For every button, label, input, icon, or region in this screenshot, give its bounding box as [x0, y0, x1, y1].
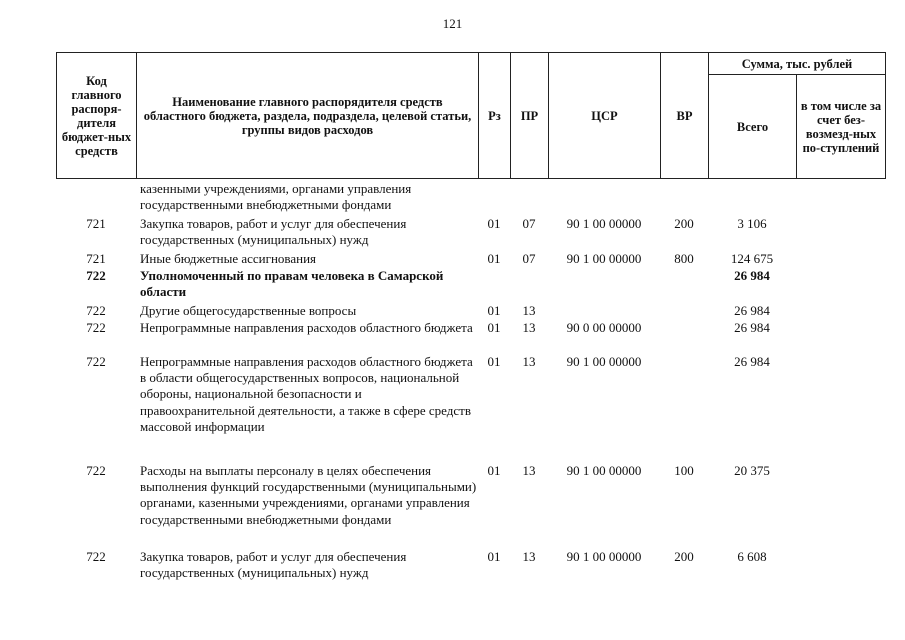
header-sum: Сумма, тыс. рублей: [709, 53, 886, 75]
row-vr: 800: [674, 251, 694, 266]
header-total: Всего: [709, 75, 797, 179]
row-total: 26 984: [734, 354, 770, 369]
table-body: [56, 181, 885, 584]
row-csr: 90 1 00 00000: [566, 216, 642, 231]
row-pr: 13: [522, 354, 536, 369]
header-csr: ЦСР: [549, 53, 661, 179]
row-code: 722: [86, 354, 106, 369]
row-name: Непрограммные направления расходов областного бюджета в области общегосударственных вопросов, национальной обороны, национальной безопасности и правоохранительной деятельности, а также в сфере средств массовой информации: [140, 354, 473, 434]
table-row: [56, 320, 885, 354]
row-pr: 13: [522, 549, 536, 564]
row-rz: 01: [487, 463, 501, 478]
row-csr: 90 1 00 00000: [566, 354, 642, 369]
row-rz: 01: [487, 216, 501, 231]
row-name: казенными учреждениями, органами управления государственными внебюджетными фондами: [140, 181, 412, 213]
page-number: 121: [442, 16, 463, 31]
row-code: 722: [86, 303, 106, 318]
header-vr: ВР: [661, 53, 709, 179]
row-pr: 13: [522, 463, 536, 478]
row-code: 722: [86, 463, 106, 478]
header-code: Код главного распоря-дителя бюджет-ных средств: [57, 53, 137, 179]
table-header: [56, 52, 886, 179]
table-row: [56, 181, 885, 216]
row-total: 26 984: [734, 303, 770, 318]
row-name: Закупка товаров, работ и услуг для обеспечения государственных (муниципальных) нужд: [140, 216, 407, 248]
row-csr: 90 1 00 00000: [566, 251, 642, 266]
header-pr: ПР: [511, 53, 549, 179]
row-rz: 01: [487, 251, 501, 266]
row-code: 722: [86, 268, 106, 283]
header-rz: Рз: [479, 53, 511, 179]
row-rz: 01: [487, 549, 501, 564]
row-vr: 100: [674, 463, 694, 478]
row-name: Другие общегосударственные вопросы: [140, 303, 357, 318]
table-row: [56, 303, 885, 320]
row-csr: 90 1 00 00000: [566, 463, 642, 478]
row-rz: 01: [487, 303, 501, 318]
table-row: [56, 354, 885, 463]
row-total: 124 675: [730, 251, 774, 266]
row-name: Иные бюджетные ассигнования: [140, 251, 317, 266]
row-total: 26 984: [734, 320, 770, 335]
row-name: Уполномоченный по правам человека в Самарской области: [140, 268, 444, 300]
row-name: Непрограммные направления расходов областного бюджета: [140, 320, 473, 335]
row-total: 3 106: [737, 216, 767, 231]
row-vr: 200: [674, 549, 694, 564]
row-total: 20 375: [734, 463, 770, 478]
header-name: Наименование главного распорядителя средств областного бюджета, раздела, подраздела, целевой статьи, группы видов расходов: [137, 53, 479, 179]
row-total: 26 984: [734, 268, 770, 283]
table-row: [56, 268, 885, 303]
row-csr: 90 1 00 00000: [566, 549, 642, 564]
row-rz: 01: [487, 354, 501, 369]
row-code: 721: [86, 251, 106, 266]
table-row: [56, 251, 885, 268]
row-code: 722: [86, 549, 106, 564]
table-row: [56, 216, 885, 251]
row-name: Закупка товаров, работ и услуг для обеспечения государственных (муниципальных) нужд: [140, 549, 407, 581]
row-code: 721: [86, 216, 106, 231]
row-total: 6 608: [737, 549, 767, 564]
row-name: Расходы на выплаты персоналу в целях обеспечения выполнения функций государственными (муниципальными) органами, казенными учреждениями, органами управления государственными внебюджетными фондами: [140, 463, 477, 527]
row-pr: 13: [522, 320, 536, 335]
row-csr: 90 0 00 00000: [566, 320, 642, 335]
row-vr: 200: [674, 216, 694, 231]
row-pr: 07: [522, 216, 536, 231]
header-free: в том числе за счет без-возмезд-ных по-ступлений: [797, 75, 886, 179]
row-rz: 01: [487, 320, 501, 335]
table-row: [56, 549, 885, 584]
table-row: [56, 463, 885, 549]
row-code: 722: [86, 320, 106, 335]
row-pr: 13: [522, 303, 536, 318]
row-pr: 07: [522, 251, 536, 266]
